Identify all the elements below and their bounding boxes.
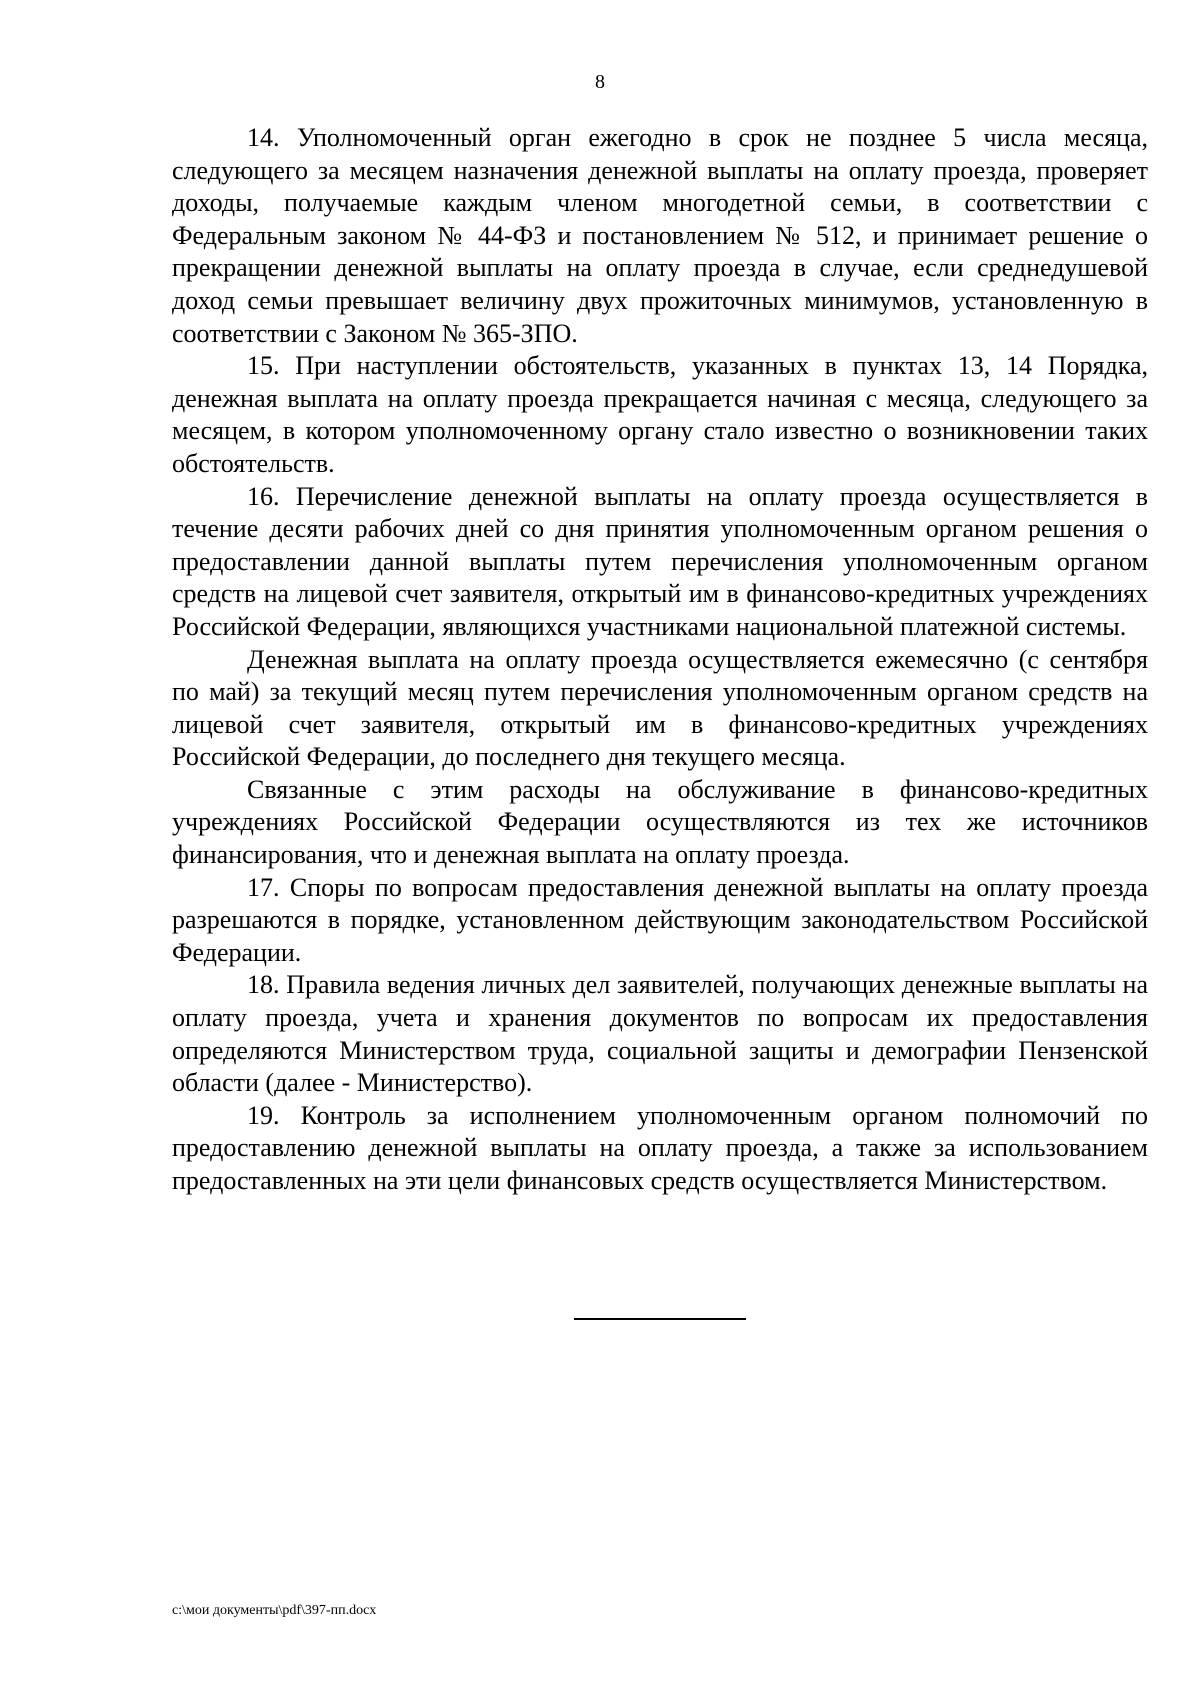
- paragraph-item-16: 16. Перечисление денежной выплаты на оплату проезда осуществляется в течение десяти рабочих дней со дня принятия уполномоченным органом решения о предоставлении данной выплаты путем перечисления уполномоченным органом средств на лицевой счет заявителя, открытый им в финансово-кредитных учреждениях Российской Федерации, являющихся участниками национальной платежной системы.: [172, 481, 1148, 641]
- document-body: [172, 122, 1148, 1198]
- paragraph-item-18: 18. Правила ведения личных дел заявителей, получающих денежные выплаты на оплату проезда, учета и хранения документов по вопросам их предоставления определяются Министерством труда, социальной защиты и демографии Пензенской области (далее - Министерство).: [172, 970, 1148, 1098]
- paragraph-related-expenses: Связанные с этим расходы на обслуживание в финансово-кредитных учреждениях Российской Федерации осуществляются из тех же источников финансирования, что и денежная выплата на оплату проезда.: [172, 774, 1148, 870]
- footer-file-path: c:\мои документы\pdf\397-пп.docx: [172, 1603, 377, 1618]
- paragraph-item-17: 17. Споры по вопросам предоставления денежной выплаты на оплату проезда разрешаются в порядке, установленном действующим законодательством Российской Федерации.: [172, 872, 1148, 967]
- end-divider-line: [574, 1318, 746, 1320]
- page-number: 8: [595, 71, 605, 93]
- paragraph-item-15: 15. При наступлении обстоятельств, указанных в пунктах 13, 14 Порядка, денежная выплата на оплату проезда прекращается начиная с месяца, следующего за месяцем, в котором уполномоченному органу стало известно о возникновении таких обстоятельств.: [172, 351, 1148, 478]
- paragraph-item-19: 19. Контроль за исполнением уполномоченным органом полномочий по предоставлению денежной выплаты на оплату проезда, а также за использованием предоставленных на эти цели финансовых средств осуществляется Министерством.: [172, 1100, 1148, 1195]
- paragraph-monthly-payment: Денежная выплата на оплату проезда осуществляется ежемесячно (с сентября по май) за текущий месяц путем перечисления уполномоченным органом средств на лицевой счет заявителя, открытый им в финансово-кредитных учреждениях Российской Федерации, до последнего дня текущего месяца.: [172, 644, 1148, 772]
- paragraph-item-14: 14. Уполномоченный орган ежегодно в срок не позднее 5 числа месяца, следующего за месяцем назначения денежной выплаты на оплату проезда, проверяет доходы, получаемые каждым членом многодетной семьи, в соответствии с Федеральным законом № 44-ФЗ и постановлением № 512, и принимает решение о прекращении денежной выплаты на оплату проезда в случае, если среднедушевой доход семьи превышает величину двух прожиточных минимумов, установленную в соответствии с Законом № 365-ЗПО.: [172, 123, 1148, 348]
